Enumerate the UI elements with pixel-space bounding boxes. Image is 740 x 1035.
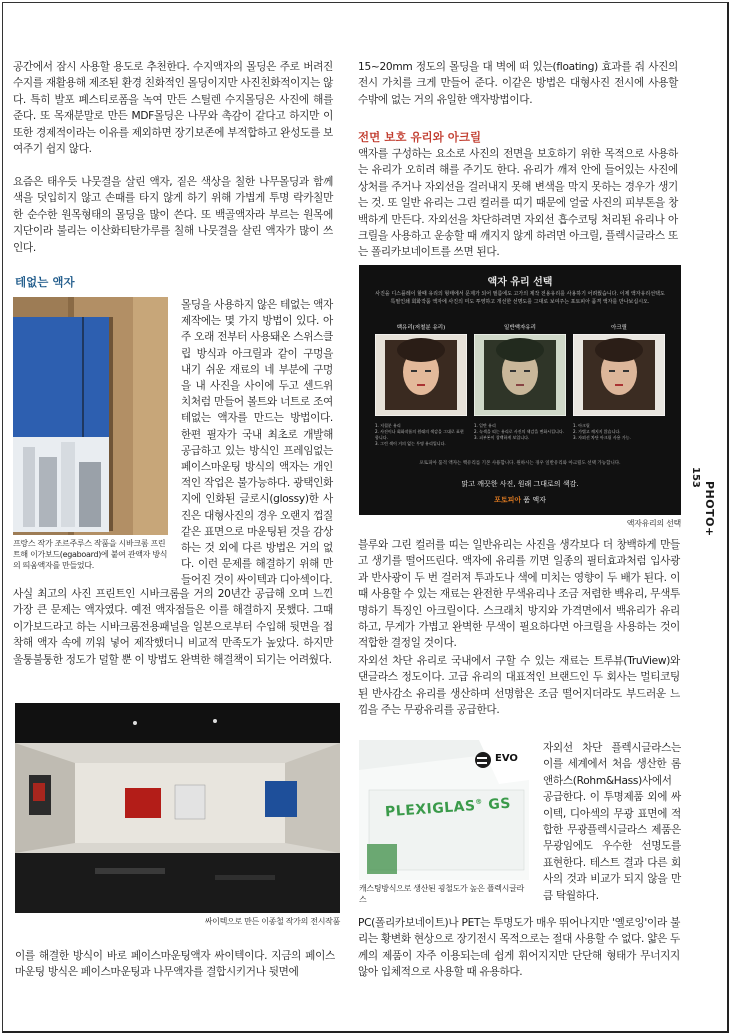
right-paragraph-6: PC(폴리카보네이트)나 PET는 투명도가 매우 뛰어나지만 '옐로잉'이라 불리는 황변화 현상으로 장기전시 목적으로는 절대 사용할 수 없다. 얇은 두께의 제품이 자주 이용되는데 쉽게 휘어지지만 단단해 형태가 무너지지 않아 입체적으로 사용할 때 유용하다. xyxy=(358,917,680,979)
right-paragraph-3: 블루와 그린 컬러를 띠는 일반유리는 사진을 생각보다 더 창백하게 만들고 생기를 떨어뜨린다. 액자에 유리를 끼면 일종의 필터효과처럼 입사광과 반사광이 두 번 걸러져 투과도나 색에 미치는 영향이 두 배가 된다. 이때 사용할 수 있는 재료는 완전한 무색유리나 조금 저렴한 백유리, 무색투명하기 특징인 아크릴이다. 스크래치 방지와 가격면에서 백유리가 유리하고, 무게가 가볍고 완벽한 무색이 필요하다면 아크릴을 사용하는 것이 적합한 결정일 것이다. xyxy=(358,539,680,650)
plexi-brand-name: PLEXIGLAS xyxy=(384,798,477,821)
left-paragraph-5: 이를 해결한 방식이 바로 페이스마운팅액자 싸이텍이다. 지금의 페이스 마운팅 방식은 페이스마운팅과 나무액자를 결합시키거나 뒷면에 xyxy=(15,950,335,979)
portrait-regular-glass xyxy=(474,334,566,416)
left-paragraph-2: 요즘은 태우듯 나뭇결을 살린 액자, 짙은 색상을 칠한 나무몰딩과 함께 색을 덧입히지 않고 손때를 타지 않게 하기 위해 가볍게 투명 락카칠만 한 순수한 원목형태의 몰딩을 많이 쓴다. 또 백골액자라 부르는 원목에 지단이라 불리는 이산화티탄가루를 칠해 나뭇결을 살린 액자가 많이 쓰인다. xyxy=(13,176,333,254)
photo-exhibition-caption: 싸이텍으로 만든 이종철 작가의 전시작품 xyxy=(204,917,340,926)
glass-panel-2 xyxy=(474,323,566,441)
right-paragraph-5: 자외선 차단 플렉시글라스는 이를 세계에서 처음 생산한 롬앤하스(Rohm&Hass)사에서 공급한다. 이 투명제품 외에 싸이텍, 디아섹의 무광 표면에 적합한 무광플렉시글라스 제품은 무광임에도 우수한 선명도를 표현한다. 테스트 결과 다른 회사의 것과 비교가 되지 않을 만큼 탁월하다. xyxy=(543,742,681,902)
glass-panel-2-desc: 1. 일반 유리 2. 녹색을 띠는 유리로 사진의 색감을 변화시킵니다. 3. 피부톤이 창백하게 보입니다. xyxy=(474,423,564,440)
right-paragraph-4: 자외선 차단 유리로 국내에서 구할 수 있는 재료는 트루뷰(TruView)와 댄글라스 정도이다. 고급 유리의 대표적인 브랜드인 두 회사는 멀티코팅된 반사감소 유리를 생산하며 선명함은 조금 떨어지더라도 부드러운 느낌을 주는 무광유리를 공급한다. xyxy=(358,655,680,717)
frameless-photo-illustration xyxy=(13,297,168,535)
portrait-clear-glass xyxy=(375,334,467,416)
glass-box-slogan: 맑고 깨끗한 사진, 원래 그대로의 색감. xyxy=(461,480,579,488)
plexi-brand: PLEXIGLAS® GS xyxy=(384,795,512,821)
portrait-acrylic xyxy=(573,334,665,416)
glass-panel-3-label: 아크릴 xyxy=(611,325,627,331)
glass-panel-3-desc: 1. 아크릴 2. 가볍고 깨지지 않습니다. 3. 자외선 차단 아크릴 사용 가능. xyxy=(573,423,631,440)
glass-box-brand xyxy=(359,495,681,505)
glass-panel-2-label: 일반액자유리 xyxy=(504,325,536,331)
glass-selection-box xyxy=(359,265,681,515)
left-paragraph-3: 몰딩을 사용하지 않은 테없는 액자 제작에는 몇 가지 방법이 있다. 아주 오래 전부터 사용돼온 스위스클립 방식과 아크릴과 같이 구멍을 내기 쉬운 재료의 네 부분에 구멍을 내 사진을 사이에 두고 센드위치처럼 만들어 볼트와 너트로 조여 테없는 액자를 만드는 방법이다. 한편 필자가 국내 최초로 개발해 공급하고 있는 방식인 프레임없는 페이스마운팅 방식의 액자는 개인적인 작업은 불가능하다. 광택인화지에 인화된 글로시(glossy)한 사진은 대형사진의 경우 오랜지 껍질 같은 표면으로 마운팅된 것을 감상하는 것 외에 다른 방법은 거의 없다. 이런 문제를 해결하기 위해 만들어진 것이 싸이텍과 디아섹이다. xyxy=(181,299,333,587)
exhibition-photo-illustration xyxy=(15,703,340,913)
glass-panel-1 xyxy=(375,323,467,447)
section-heading-glass: 전면 보호 유리와 아크릴 xyxy=(358,130,482,144)
photo-frameless-caption: 프랑스 작가 조르주루스 작품을 시바크롬 프린트해 이가보드(egaboard)에 붙여 관액자 방식의 띄움액자를 만들었다. xyxy=(13,539,168,570)
brand-suffix: 품 액자 xyxy=(523,496,546,504)
glass-box-footer-note: 포토피아 품격 액자는 백유리를 기본 사용합니다. 원하시는 경우 일반유리와 아크릴도 선택 가능합니다. xyxy=(419,461,621,466)
magazine-page xyxy=(2,2,729,1033)
glass-panel-3 xyxy=(573,323,665,441)
plexiglas-caption: 캐스팅방식으로 생산된 굉철도가 높은 플렉시글라스 xyxy=(359,884,524,904)
plexi-corner-brand: EVO xyxy=(495,753,518,764)
magazine-name: PHOTO+ xyxy=(703,481,716,537)
left-paragraph-1: 공간에서 잠시 사용할 용도로 추천한다. 수지액자의 몰딩은 주로 버려진 수지를 재활용해 제조된 환경 친화적인 몰딩이지만 사진친화적이지는 않다. 특히 발포 폐스티로폼을 녹여 만든 스틸렌 수지몰딩은 사진에 해를 준다. 또 목재분말로 만든 MDF몰딩은 나무와 촉감이 같다고 하지만 이 또한 경제적이라는 이유를 제외하면 장기보존에 부적합하고 완성도를 보여주기 쉽지 않다. xyxy=(13,61,333,156)
plexi-brand-suffix: GS xyxy=(487,795,512,814)
glass-panel-1-desc: 1. 저철분 유리 2. 사진이나 회화작품의 원래의 색감을 그대로 표현합니다. 3. 그린 색이 거의 없는 투명 유리입니다. xyxy=(375,423,464,446)
section-heading-frameless: 테없는 액자 xyxy=(15,275,75,289)
glass-box-caption: 액자유리의 선택 xyxy=(626,519,681,528)
glass-panel-1-label: 백유리(저철분 유리) xyxy=(396,325,446,331)
right-paragraph-1: 15~20mm 정도의 몰딩을 대 벽에 떠 있는(floating) 효과를 줘 사진의 전시 가치를 크게 만들어 준다. 이같은 방법은 대형사진 전시에 사용할 수밖에 없는 거의 유일한 액자방법이다. xyxy=(358,61,678,106)
page-number: 153 xyxy=(690,467,701,488)
photo-plexiglas xyxy=(359,740,529,880)
left-paragraph-4: 사실 최고의 사진 프린트인 시바크롬을 거의 20년간 공급해 오며 느낀 가장 큰 문제는 액자였다. 예전 액자점들은 이를 해결하지 못했다. 그때 이가보드라고 하는 시바크롬전용패널을 일본으로부터 수입해 뒷면을 접착해 액자 속에 끼워 넣어 제작했더니 비교적 만족도가 높았다. 하지만 울퉁불퉁한 정도가 덜할 뿐 이 방법도 완벽한 해결책이 되기는 어려웠다. xyxy=(13,588,333,666)
right-paragraph-2: 액자를 구성하는 요소로 사진의 전면을 보호하기 위한 목적으로 사용하는 유리가 오히려 해를 주기도 한다. 유리가 깨져 안에 들어있는 사진에 상처를 주거나 자외선을 걸러내지 못해 변색을 막지 못하는 경우가 생기는 것. 또 일반 유리는 그린 컬러를 띠기 때문에 얼굴 사진의 피부톤을 창백하게 만든다. 자외선을 차단하려면 자외선 흡수코팅 처리된 유리나 아크릴을 사용하고 운송할 때 깨지지 않게 하려면 아크릴, 플렉시글라스 또는 폴리카보네이트를 쓰면 된다. xyxy=(358,148,678,259)
glass-box-intro: 사진을 디스플레이 할때 유리의 형태에서 문제가 되어 필름에도 고가의 제작 전용유리를 사용하기 어려웠습니다. 이제 액자유리선택도 특필인쇄 회화작품 액자에 사진의 미도 투영하고 개선한 선명도를 그대로 보여주는 포토피아 품격 액자를 만나보십시오. xyxy=(375,291,665,305)
photo-exhibition xyxy=(15,703,340,913)
glass-box-title: 액자 유리 선택 xyxy=(487,277,553,288)
brand-name: 포토피아 xyxy=(494,496,522,504)
photo-frameless-frame xyxy=(13,297,168,535)
